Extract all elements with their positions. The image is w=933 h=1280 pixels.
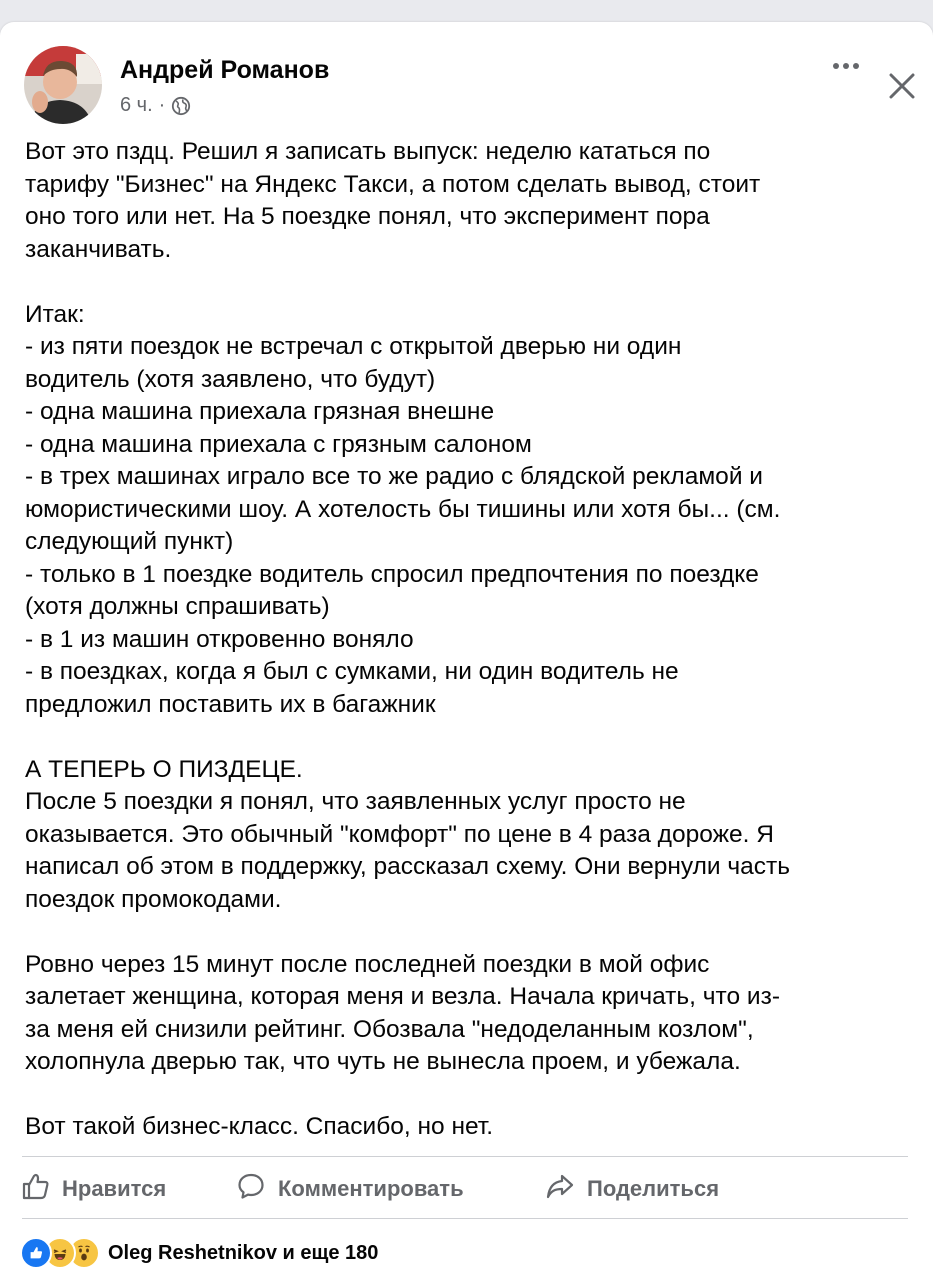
reaction-icons xyxy=(20,1237,92,1269)
close-icon[interactable] xyxy=(884,68,920,104)
thumbs-up-icon xyxy=(20,1171,50,1207)
post-card xyxy=(0,22,933,1280)
comment-bubble-icon xyxy=(236,1171,266,1207)
globe-icon xyxy=(171,96,191,116)
post-body-text: Вот это пздц. Решил я записать выпуск: неделю кататься по тарифу "Бизнес" на Яндекс Такси, а потом сделать вывод, стоит оно того или нет. На 5 поездке понял, что эксперимент пора заканчивать. Итак: - из пяти поездок не встречал с открытой дверью ни один водитель (хотя заявлено, что будут) - одна машина приехала грязная внешне - одна машина приехала с грязным салоном - в трех машинах играло все то же радио с блядской рекламой и юмористическими шоу. А хотелость бы тишины или хотя бы... (см. следующий пункт) - только в 1 поездке водитель спросил предпочтения по поездке (хотя должны спрашивать) - в 1 из машин откровенно воняло - в поездках, когда я был с сумками, ни один водитель не предложил поставить их в багажник А ТЕПЕРЬ О ПИЗДЕЦЕ. После 5 поездки я понял, что заявленных услуг просто не оказывается. Это обычный "комфорт" по цене в 4 раза дороже. Я написал об этом в поддержку, рассказал схему. Они вернули часть поездок промокодами. Ровно через 15 минут после последней поездки в мой офис залетает женщина, которая меня и везла. Начала кричать, что из- за меня ей снизили рейтинг. Обозвала "недоделанным козлом", холопнула дверью так, что чуть не вынесла проем, и убежала. Вот такой бизнес-класс. Спасибо, но нет. xyxy=(25,138,790,1140)
post-meta xyxy=(120,94,191,117)
divider-top xyxy=(22,1156,908,1157)
more-options-icon[interactable] xyxy=(828,54,864,78)
like-label: Нравится xyxy=(62,1176,167,1201)
like-reaction-icon xyxy=(20,1237,52,1269)
post-time[interactable]: 6 ч. xyxy=(120,94,153,116)
meta-separator: · xyxy=(158,94,166,116)
reactions-summary[interactable] xyxy=(20,1235,378,1271)
author-name[interactable]: Андрей Романов xyxy=(120,56,330,84)
reactions-count-text[interactable]: Oleg Reshetnikov и еще 180 xyxy=(108,1241,379,1264)
comment-button[interactable] xyxy=(236,1164,464,1214)
share-button[interactable] xyxy=(545,1164,719,1214)
post-actions-bar xyxy=(0,1164,933,1214)
divider-bottom xyxy=(22,1218,908,1219)
share-arrow-icon xyxy=(545,1171,575,1207)
like-button[interactable] xyxy=(20,1164,166,1214)
post-header xyxy=(0,22,933,132)
share-label: Поделиться xyxy=(587,1176,720,1201)
comment-label: Комментировать xyxy=(278,1176,464,1201)
avatar[interactable] xyxy=(24,46,102,124)
